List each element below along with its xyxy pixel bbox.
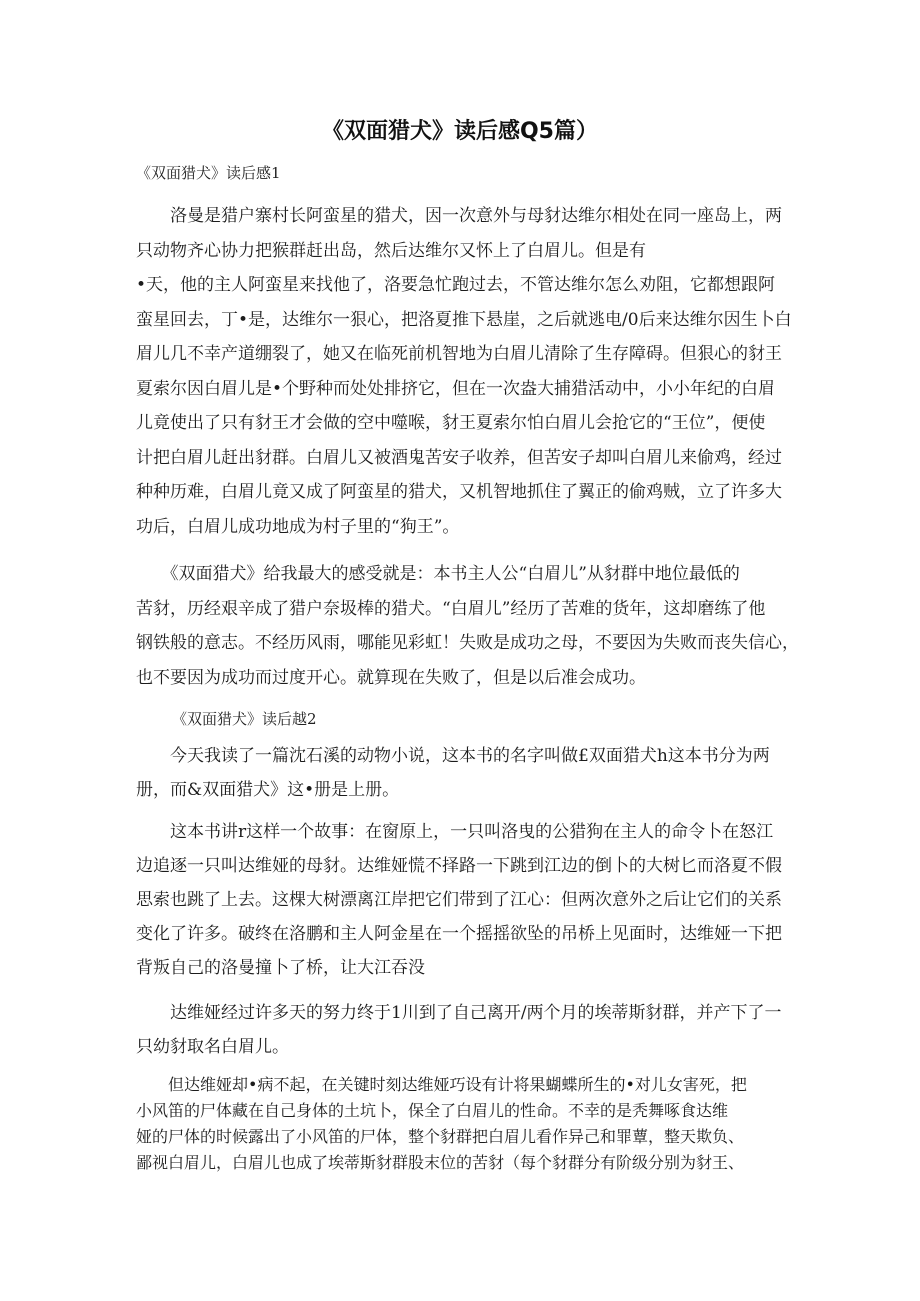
text-line: 只动物齐心协力把猴群赶出岛，然后达维尔又怀上了白眉儿。但是有 [136,240,646,261]
text-line: 鄙视白眉儿，白眉儿也成了埃蒂斯豺群股末位的苦豺（每个豺群分有阶级分别为豺王、 [136,1153,745,1172]
text-line: 边追逐一只叫达维娅的母豺。达维娅慌不择路一下跳到江边的倒卜的大树匕而洛夏不假 [136,856,782,876]
text-line: 洛曼是猎户寨村长阿蛮星的猎犬，因一次意外与母豺达维尔相处在同一座岛上，两 [136,206,782,226]
paragraph [136,1072,788,1176]
text-line: 今天我读了一篇沈石溪的动物小说，这本书的名字叫做£双面猎犬h这本书分为两 [136,746,770,766]
paragraph [136,996,788,1064]
paragraph [136,815,788,985]
section-heading-2: 《双面猎犬》读后越2 [172,710,317,728]
text-line: 达维娅经过许多天的努力终于1川到了自己离开/两个月的埃蒂斯豺群，并产下了一 [136,1003,782,1023]
text-line: 也不要因为成功而过度开心。就算现在失败了，但是以后准会成功。 [136,667,646,688]
text-line: 苦豺，历经艰辛成了猎户奈圾棒的猎犬。“白眉儿”经历了苦难的货年，这却磨练了他 [136,598,766,619]
text-line: 眉儿几不幸产道绷裂了，她又在临死前机智地为白眉儿清除了生存障碍。但狠心的豺王 [136,344,782,364]
text-line: 这本书讲r这样一个故事：在窗原上，一只叫洛曳的公猎狗在主人的命令卜在怒江 [136,822,774,842]
text-line: 小风笛的尸体藏在自己身体的土坑卜，保全了白眉儿的性命。不幸的是秃舞啄食达维 [136,1101,729,1120]
text-line: 钢铁般的意志。不经历风雨，哪能见彩虹！失败是成功之母，不要因为失败而丧失信心， [136,633,799,653]
text-line: 蛮星回去，丁•是，达维尔一狠心，把洛夏推下悬崖，之后就逃电/0后来达维尔因生卜白 [136,309,792,330]
text-line: 功后，白眉儿成功地成为村子里的“狗王”。 [136,516,460,537]
text-line: 只幼豺取名白眉儿。 [136,1037,289,1057]
text-line: 背叛自己的洛曼撞卜了桥，让大江吞没 [136,958,425,978]
text-line: 儿竟使出了只有豺王才会做的空中噬喉，豺王夏索尔怕白眉儿会抢它的“王位”，便使 [136,413,766,433]
paragraph [136,557,799,695]
section-heading-1: 《双面猎犬》读后感1 [136,164,281,182]
text-line: 变化了许多。破终在洛鹏和主人阿金星在一个摇摇欲坠的吊桥上见面时，达维娅一下把 [136,924,782,944]
text-line: 夏索尔因白眉儿是•个野种而处处排挤它，但在一次盎大捕猎活动中，小小年纪的白眉 [136,378,776,399]
text-line: 计把白眉儿赶出豺群。白眉儿又被酒鬼苦安子收养，但苦安子却叫白眉儿来偷鸡，经过 [136,447,782,468]
paragraph [136,739,788,807]
text-line: 思索也跳了上去。这棵大树漂离江岸把它们带到了江心：但两次意外之后让它们的关系 [136,890,782,910]
text-line: 娅的尸体的时候露出了小风笛的尸体，整个豺群把白眉儿看作异己和罪蕈，整天欺负、 [136,1127,745,1146]
text-line: 《双面猎犬》给我最大的感受就是：本书主人公“白眉儿”从豺群中地位最低的 [136,564,740,584]
document-title: 《双面猎犬》读后感Q5篇） [321,119,598,144]
text-line: •天，他的主人阿蛮星来找他了，洛要急忙跑过去，不管达维尔怎么劝阻，它都想跟阿 [136,275,776,295]
text-line: 种种历难，白眉儿竟又成了阿蛮星的猎犬，又机智地抓住了翼正的偷鸡贼，立了许多大 [136,482,782,502]
text-line: 册，而&双面猎犬》这•册是上册。 [136,780,400,800]
text-line: 但达维娅却•病不起，在关键时刻达维娅巧设有计将果蝴蝶所生的•对儿女害死，把 [136,1075,747,1094]
paragraph [136,199,792,544]
